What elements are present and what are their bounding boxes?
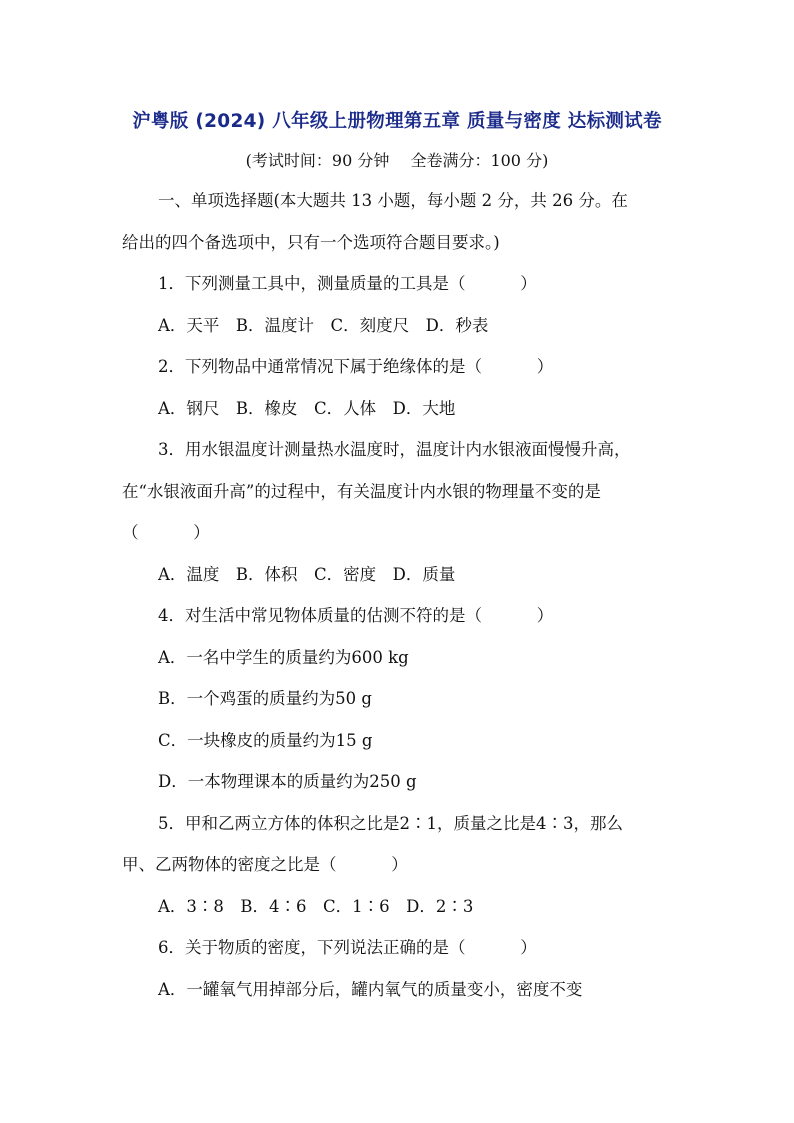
question-2-options: A．钢尺 B．橡皮 C．人体 D．大地 xyxy=(158,398,456,418)
question-1-stem: 1．下列测量工具中，测量质量的工具是（ ） xyxy=(158,274,537,293)
question-6-stem: 6．关于物质的密度，下列说法正确的是（ ） xyxy=(158,938,537,957)
question-6-option-a: A．一罐氧气用掉部分后，罐内氧气的质量变小，密度不变 xyxy=(158,979,583,999)
question-5-stem-line-2: 甲、乙两物体的密度之比是（ ） xyxy=(122,855,408,874)
question-5-stem-line-1: 5．甲和乙两立方体的体积之比是2∶1，质量之比是4∶3，那么 xyxy=(158,813,623,833)
question-2-stem: 2．下列物品中通常情况下属于绝缘体的是（ ） xyxy=(158,357,554,376)
question-3-stem-line-1: 3．用水银温度计测量热水温度时，温度计内水银液面慢慢升高， xyxy=(158,440,631,459)
question-3-stem-line-3: （ ） xyxy=(122,523,210,542)
question-4-option-a: A．一名中学生的质量约为600 kg xyxy=(158,647,409,667)
section-heading-line-1: 一、单项选择题(本大题共 13 小题，每小题 2 分，共 26 分。在 xyxy=(158,191,628,210)
question-4-stem: 4．对生活中常见物体质量的估测不符的是（ ） xyxy=(158,606,554,625)
question-1-options: A．天平 B．温度计 C．刻度尺 D．秒表 xyxy=(158,315,489,335)
question-3-stem-line-2: 在“水银液面升高”的过程中，有关温度计内水银的物理量不变的是 xyxy=(122,481,601,501)
section-heading-line-2: 给出的四个备选项中，只有一个选项符合题目要求。) xyxy=(122,232,500,252)
question-3-options: A．温度 B．体积 C．密度 D．质量 xyxy=(158,564,456,584)
question-4-option-c: C．一块橡皮的质量约为15 g xyxy=(158,730,373,750)
question-4-option-b: B．一个鸡蛋的质量约为50 g xyxy=(158,689,372,708)
question-5-options: A．3∶8 B．4∶6 C．1∶6 D．2∶3 xyxy=(158,896,474,916)
exam-body xyxy=(122,188,676,1018)
exam-subtitle: (考试时间：90 分钟 全卷满分：100 分) xyxy=(245,151,549,170)
exam-title: 沪粤版 (2024) 八年级上册物理第五章 质量与密度 达标测试卷 xyxy=(132,111,662,132)
question-4-option-d: D．一本物理课本的质量约为250 g xyxy=(158,772,417,791)
